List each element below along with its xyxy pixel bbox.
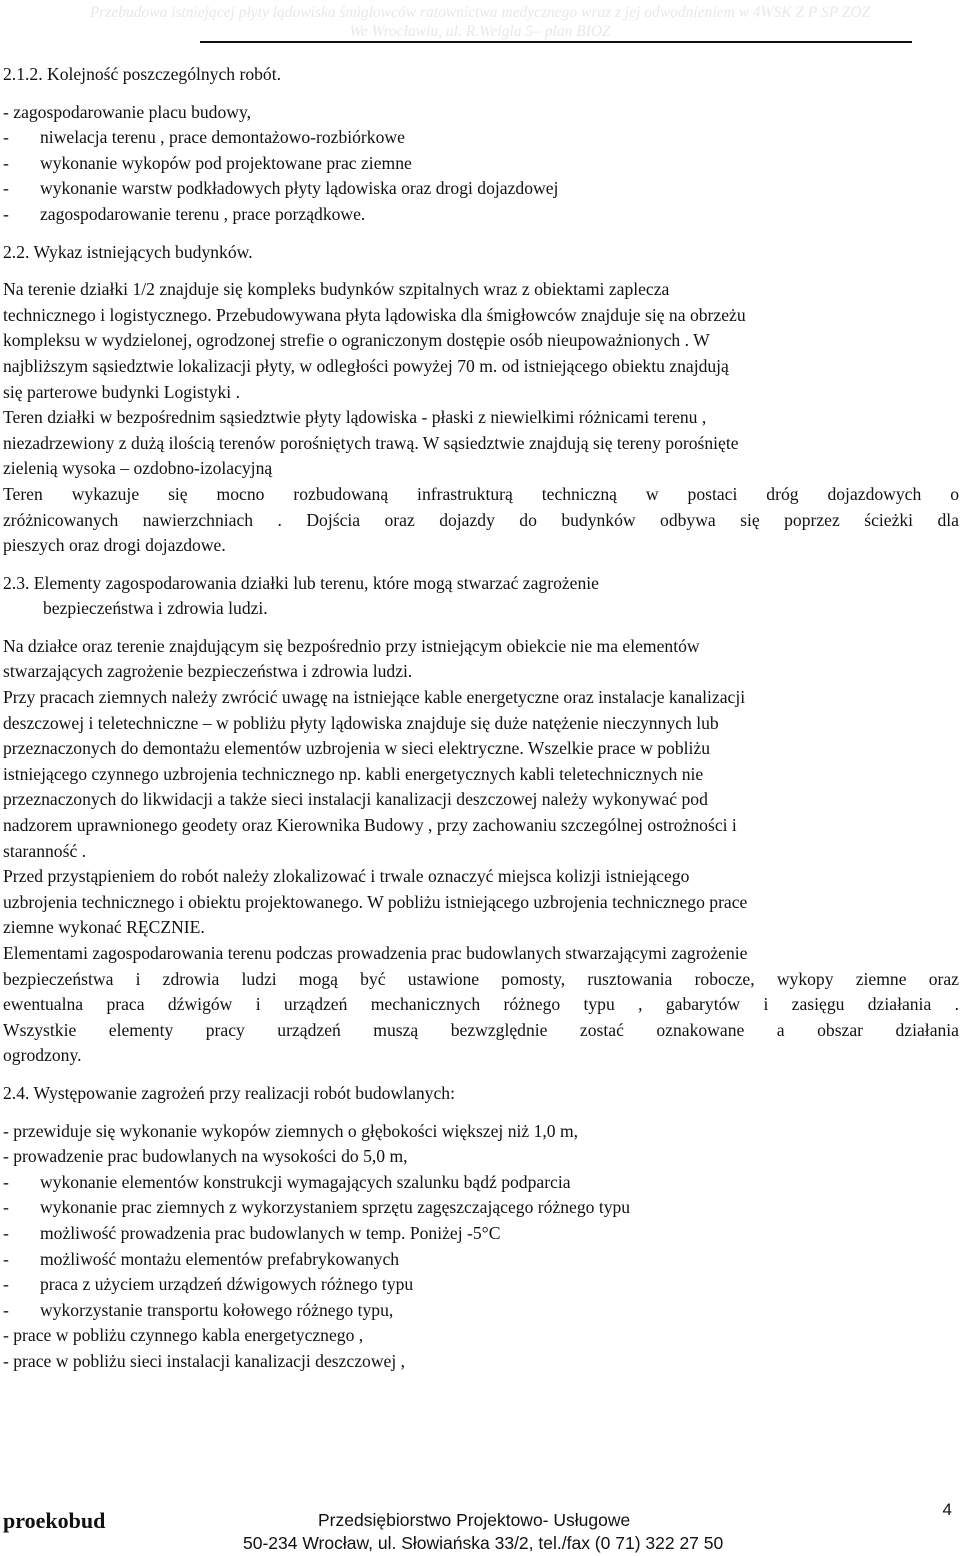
section-heading-2-1-2: 2.1.2. Kolejność poszczególnych robót. bbox=[3, 64, 282, 84]
paragraph-line: bezpieczeństwa i zdrowia ludzi mogą być ustawione pomosty, rusztowania robocze, wykopy ziemne oraz bbox=[3, 968, 959, 989]
paragraph-line: Przy pracach ziemnych należy zwrócić uwagę na istniejące kable energetyczne oraz instalacje kanalizacji bbox=[3, 687, 746, 708]
paragraph-line: zróżnicowanych nawierzchniach . Dojścia oraz dojazdy do budynków odbywa się poprzez ścieżki dla bbox=[3, 509, 959, 530]
paragraph-line: staranność . bbox=[3, 840, 87, 861]
list-item: - zagospodarowanie terenu , prace porządkowe. bbox=[3, 203, 366, 224]
list-item: - wykorzystanie transportu kołowego różnego typu, bbox=[3, 1299, 394, 1320]
list-item: - przewiduje się wykonanie wykopów ziemnych o głębokości większej niż 1,0 m, bbox=[3, 1120, 579, 1141]
list-item: - możliwość montażu elementów prefabrykowanych bbox=[3, 1248, 400, 1269]
paragraph-line: pieszych oraz drogi dojazdowe. bbox=[3, 535, 226, 556]
page-footer bbox=[0, 1500, 960, 1556]
header-title-line1: Przebudowa istniejącej płyty lądowiska śmigłowców ratownictwa medycznego wraz z jej odwodnieniem w 4WSK Z P SP ZOZ bbox=[89, 4, 871, 21]
paragraph-line: najbliższym sąsiedztwie lokalizacji płyty, w odległości powyżej 70 m. od istniejącego obiektu znajdują bbox=[3, 355, 729, 376]
list-item: - praca z użyciem urządzeń dźwigowych różnego typu bbox=[3, 1274, 414, 1295]
section-heading-2-4: 2.4. Występowanie zagrożeń przy realizacji robót budowlanych: bbox=[3, 1082, 455, 1103]
list-item: - możliwość prowadzenia prac budowlanych w temp. Poniżej -5°C bbox=[3, 1222, 501, 1243]
section-heading-2-3: 2.3. Elementy zagospodarowania działki lub terenu, które mogą stwarzać zagrożenie bbox=[3, 572, 599, 593]
list-item: - wykonanie warstw podkładowych płyty lądowiska oraz drogi dojazdowej bbox=[3, 178, 559, 199]
footer-address: 50-234 Wrocław, ul. Słowiańska 33/2, tel./fax (0 71) 322 27 50 bbox=[243, 1533, 724, 1553]
footer-brand: proekobud bbox=[3, 1508, 106, 1533]
paragraph-line: stwarzających zagrożenie bezpieczeństwa i zdrowia ludzi. bbox=[3, 661, 413, 682]
paragraph-line: deszczowej i teletechniczne – w pobliżu płyty lądowiska znajduje się duże natężenie nieczynnych lub bbox=[3, 712, 719, 733]
document-body bbox=[3, 62, 959, 1375]
paragraph-line: Na działce oraz terenie znajdującym się bezpośrednio przy istniejącym obiekcie nie ma elementów bbox=[3, 635, 700, 656]
paragraph-line: zielenią wysoka – ozdobno-izolacyjną bbox=[3, 458, 273, 479]
paragraph-line: niezadrzewiony z dużą ilością terenów porośniętych trawą. W sąsiedztwie znajdują się tereny porośnięte bbox=[3, 432, 739, 453]
paragraph-line: Teren wykazuje się mocno rozbudowaną infrastrukturą techniczną w postaci dróg dojazdowych o bbox=[3, 483, 959, 504]
header-title-line2: We Wrocławiu, ul. R.Weigla 5– plan BIOZ bbox=[349, 23, 611, 40]
list-item: - prace w pobliżu czynnego kabla energetycznego , bbox=[3, 1325, 364, 1346]
list-item: - wykonanie prac ziemnych z wykorzystaniem sprzętu zagęszczającego różnego typu bbox=[3, 1197, 631, 1218]
paragraph-line: istniejącego czynnego uzbrojenia technicznego np. kabli energetycznych kabli teletechnicznych nie bbox=[3, 763, 704, 784]
paragraph-line: Na terenie działki 1/2 znajduje się kompleks budynków szpitalnych wraz z obiektami zaplecza bbox=[3, 279, 670, 300]
paragraph-line: przeznaczonych do likwidacji a także sieci instalacji kanalizacji deszczowej należy wykonywać pod bbox=[3, 789, 708, 810]
paragraph-line: nadzorem uprawnionego geodety oraz Kierownika Budowy , przy zachowaniu szczególnej ostrożności i bbox=[3, 815, 737, 836]
paragraph-line: Wszystkie elementy pracy urządzeń muszą bezwzględnie zostać oznakowane a obszar działania bbox=[3, 1019, 959, 1040]
list-item: - niwelacja terenu , prace demontażowo-rozbiórkowe bbox=[3, 127, 405, 148]
list-item: - prace w pobliżu sieci instalacji kanalizacji deszczowej , bbox=[3, 1350, 406, 1371]
paragraph-line: kompleksu w wydzielonej, ogrodzonej strefie o ograniczonym dostępie osób nieupoważnionych . W bbox=[3, 330, 710, 351]
list-item: - wykonanie wykopów pod projektowane prac ziemne bbox=[3, 152, 412, 173]
section-heading-2-2: 2.2. Wykaz istniejących budynków. bbox=[3, 241, 253, 262]
section-heading-2-3-cont: bezpieczeństwa i zdrowia ludzi. bbox=[43, 598, 268, 619]
paragraph-line: ogrodzony. bbox=[3, 1045, 82, 1066]
page-header bbox=[0, 0, 960, 42]
footer-company: Przedsiębiorstwo Projektowo- Usługowe bbox=[318, 1510, 631, 1530]
paragraph-line: Przed przystąpieniem do robót należy zlokalizować i trwale oznaczyć miejsca kolizji istniejącego bbox=[3, 866, 690, 887]
list-item: - zagospodarowanie placu budowy, bbox=[3, 101, 252, 122]
list-item: - prowadzenie prac budowlanych na wysokości do 5,0 m, bbox=[3, 1146, 408, 1167]
list-item: - wykonanie elementów konstrukcji wymagających szalunku bądź podparcia bbox=[3, 1171, 571, 1192]
paragraph-line: ziemne wykonać RĘCZNIE. bbox=[3, 917, 205, 938]
paragraph-line: Elementami zagospodarowania terenu podczas prowadzenia prac budowlanych stwarzającymi zagrożenie bbox=[3, 943, 748, 963]
paragraph-line: Teren działki w bezpośrednim sąsiedztwie płyty lądowiska - płaski z niewielkimi różnicami terenu , bbox=[3, 407, 707, 428]
header-rule bbox=[200, 41, 912, 43]
paragraph-line: przeznaczonych do demontażu elementów uzbrojenia w sieci elektryczne. Wszelkie prace w pobliżu bbox=[3, 738, 711, 759]
page-number: 4 bbox=[942, 1500, 952, 1519]
paragraph-line: uzbrojenia technicznego i obiektu projektowanego. W pobliżu istniejącego uzbrojenia technicznego prace bbox=[3, 891, 748, 912]
paragraph-line: ewentualna praca dźwigów i urządzeń mechanicznych różnego typu , gabarytów i zasięgu działania . bbox=[3, 994, 959, 1015]
paragraph-line: się parterowe budynki Logistyki . bbox=[3, 381, 240, 402]
paragraph-line: technicznego i logistycznego. Przebudowywana płyta lądowiska dla śmigłowców znajduje się na obrzeżu bbox=[3, 304, 746, 325]
